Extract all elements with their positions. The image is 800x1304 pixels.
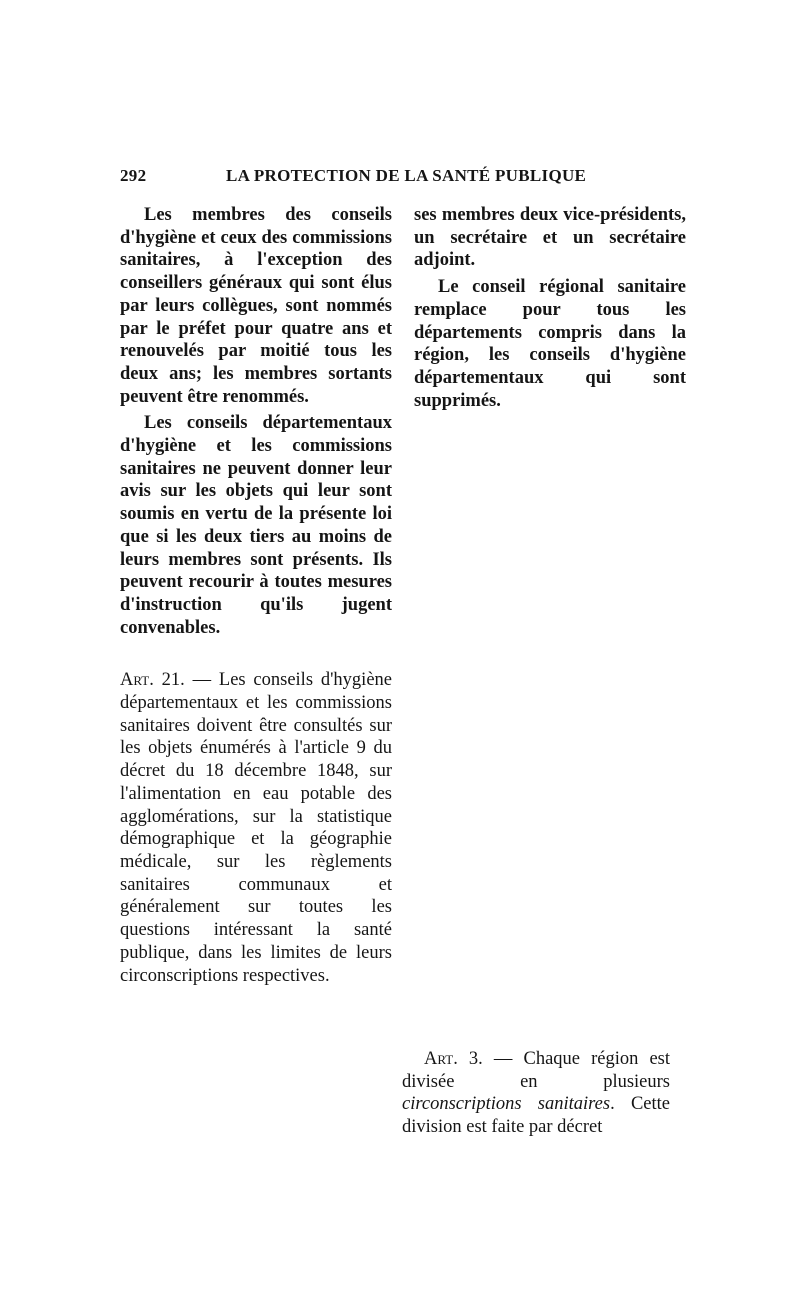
page-number: 292 [120,166,147,185]
article-3-label: Art. 3. [424,1049,483,1069]
paragraph-conseils-avis: Les conseils départementaux d'hygiène et les commissions sanitaires ne peuvent donner leur avis sur les objets qui leur sont soumis en vertu de la présente loi que si les deux tiers au moins de leurs membres sont présents. Ils peuvent recourir à toutes mesures d'instruction qu'ils jugent convenables. [120,413,392,638]
page-header [120,162,590,190]
article-21-label: Art. 21. [120,670,185,691]
article-3-italic: circonscriptions sanitaires [402,1094,611,1115]
article-3-text-b: . Cette division est faite par décret [402,1094,670,1138]
running-title: LA PROTECTION DE LA SANTÉ PUBLIQUE [226,166,587,185]
left-column [120,204,392,987]
article-21-text: — Les conseils d'hygiène départementaux et les commissions sanitaires doivent être consultés sur les objets énumérés à l'article 9 du décret du 18 décembre 1848, sur l'alimentation en eau potable des agglomérations, sur la statistique démographique et la géographie médicale, sur les règlements sanitaires communaux et généralement sur toutes les questions intéressant la santé publique, dans les limites de leurs circonscriptions respectives. [120,670,392,986]
article-3 [402,1048,670,1139]
paragraph-conseils-membres: Les membres des conseils d'hygiène et ceux des commissions sanitaires, à l'exception des conseillers généraux qui sont élus par leurs collègues, sont nommés par le préfet pour quatre ans et renouvelés par moitié tous les deux ans; les membres sortants peuvent être renommés. [120,205,392,407]
article-3-text-a: — Chaque région est divisée en plusieurs [402,1049,670,1092]
paragraph-vice-presidents: ses membres deux vice-présidents, un secrétaire et un secrétaire adjoint. [414,205,686,271]
article-21 [120,669,392,987]
right-column-top [414,204,686,412]
right-column-bottom [402,1048,670,1139]
paragraph-conseil-regional: Le conseil régional sanitaire remplace pour tous les départements compris dans la région, les conseils d'hygiène départementaux qui sont supprimés. [414,277,686,411]
